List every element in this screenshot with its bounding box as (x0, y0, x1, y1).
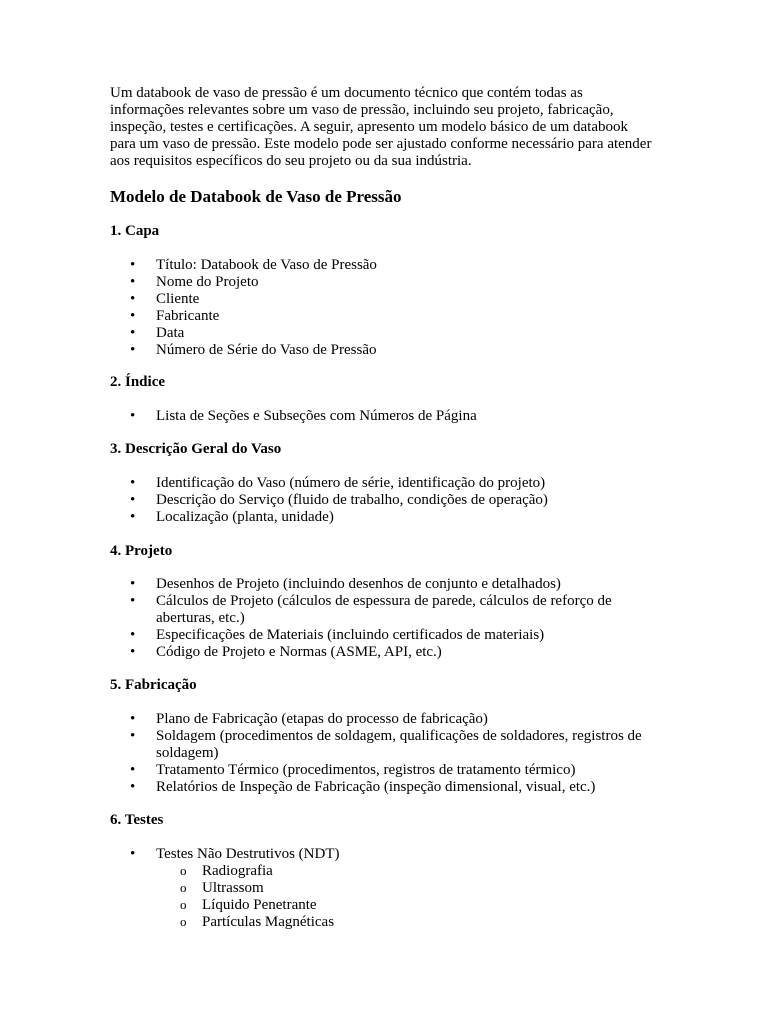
section-list-capa (110, 257, 660, 359)
section-list-indice (110, 408, 660, 425)
sub-list-item: o Radiografia (156, 863, 660, 880)
document-title: Modelo de Databook de Vaso de Pressão (110, 187, 402, 206)
section-heading-indice: 2. Índice (110, 374, 166, 390)
list-item: • Código de Projeto e Normas (ASME, API, etc.) (110, 644, 660, 661)
section-heading-projeto: 4. Projeto (110, 543, 173, 559)
list-item: • Desenhos de Projeto (incluindo desenhos de conjunto e detalhados) (110, 576, 660, 593)
list-item: • Identificação do Vaso (número de série, identificação do projeto) (110, 475, 660, 492)
list-item-label: Testes Não Destrutivos (NDT) (156, 846, 340, 862)
sub-list-item: o Partículas Magnéticas (156, 914, 660, 931)
sub-list-item: o Líquido Penetrante (156, 897, 660, 914)
section-heading-descricao: 3. Descrição Geral do Vaso (110, 441, 282, 457)
section-list-projeto (110, 576, 660, 661)
list-item: • Fabricante (110, 308, 660, 325)
section-list-descricao (110, 475, 660, 526)
list-item: • Data (110, 325, 660, 342)
list-item: • Número de Série do Vaso de Pressão (110, 342, 660, 359)
section-heading-capa: 1. Capa (110, 223, 160, 239)
list-item: • Nome do Projeto (110, 274, 660, 291)
list-item: • Título: Databook de Vaso de Pressão (110, 257, 660, 274)
list-item: • Relatórios de Inspeção de Fabricação (inspeção dimensional, visual, etc.) (110, 779, 660, 796)
list-item: • Soldagem (procedimentos de soldagem, qualificações de soldadores, registros de soldagem) (110, 728, 660, 762)
list-item: • Lista de Seções e Subseções com Números de Página (110, 408, 660, 425)
sub-list-item: o Ultrassom (156, 880, 660, 897)
section-list-testes (110, 846, 660, 931)
list-item: • Descrição do Serviço (fluido de trabalho, condições de operação) (110, 492, 660, 509)
list-item: • Cliente (110, 291, 660, 308)
list-item: • Especificações de Materiais (incluindo certificados de materiais) (110, 627, 660, 644)
section-heading-fabricacao: 5. Fabricação (110, 677, 197, 693)
section-list-fabricacao (110, 711, 660, 796)
intro-paragraph: Um databook de vaso de pressão é um documento técnico que contém todas as informações relevantes sobre um vaso de pressão, incluindo seu projeto, fabricação, inspeção, testes e certificações. A seguir, apresento um modelo básico de um databook para um vaso de pressão. Este modelo pode ser ajustado conforme necessário para atender aos requisitos específicos do seu projeto ou da sua indústria. (110, 85, 652, 169)
sub-list (156, 863, 660, 931)
list-item: • Plano de Fabricação (etapas do processo de fabricação) (110, 711, 660, 728)
list-item: • Localização (planta, unidade) (110, 509, 660, 526)
section-heading-testes: 6. Testes (110, 812, 164, 828)
list-item (110, 846, 660, 931)
list-item: • Tratamento Térmico (procedimentos, registros de tratamento térmico) (110, 762, 660, 779)
list-item: • Cálculos de Projeto (cálculos de espessura de parede, cálculos de reforço de aberturas, etc.) (110, 593, 660, 627)
